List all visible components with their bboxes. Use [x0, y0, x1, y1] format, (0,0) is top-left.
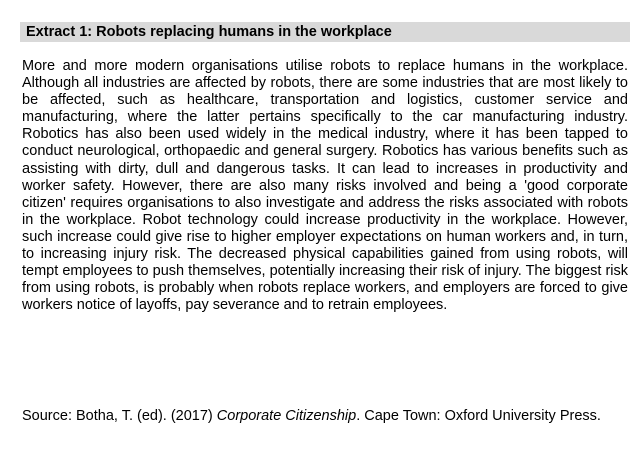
extract-title-bar — [20, 22, 630, 42]
source-prefix: Source: Botha, T. (ed). (2017) — [22, 408, 217, 424]
source-citation — [22, 406, 628, 426]
extract-title: Extract 1: Robots replacing humans in the workplace — [26, 24, 392, 40]
source-suffix: . Cape Town: Oxford University Press. — [356, 408, 601, 424]
extract-body-text: More and more modern organisations utilise robots to replace humans in the workplace. Although all industries are affected by robots, there are some industries that are most likely to be affected, such as healthcare, transportation and logistics, customer service and manufacturing, where the latter pertains specifically to the car manufacturing industry. Robotics has also been used widely in the medical industry, where it has been tapped to conduct neurological, orthopaedic and general surgery. Robotics has various benefits such as assisting with dirty, dull and dangerous tasks. It can lead to increases in productivity and worker safety. However, there are also many risks involved and being a 'good corporate citizen' requires organisations to also investigate and address the risks associated with robots in the workplace. Robot technology could increase productivity in the workplace. However, such increase could give rise to higher employer expectations on human workers and, in turn, to increasing injury risk. The decreased physical capabilities gained from using robots, will tempt employees to push themselves, potentially increasing their risk of injury. The biggest risk from using robots, is probably when robots replace workers, and employers are forced to give workers notice of layoffs, pay severance and to retrain employees. — [22, 58, 628, 314]
source-book-title: Corporate Citizenship — [216, 408, 357, 424]
